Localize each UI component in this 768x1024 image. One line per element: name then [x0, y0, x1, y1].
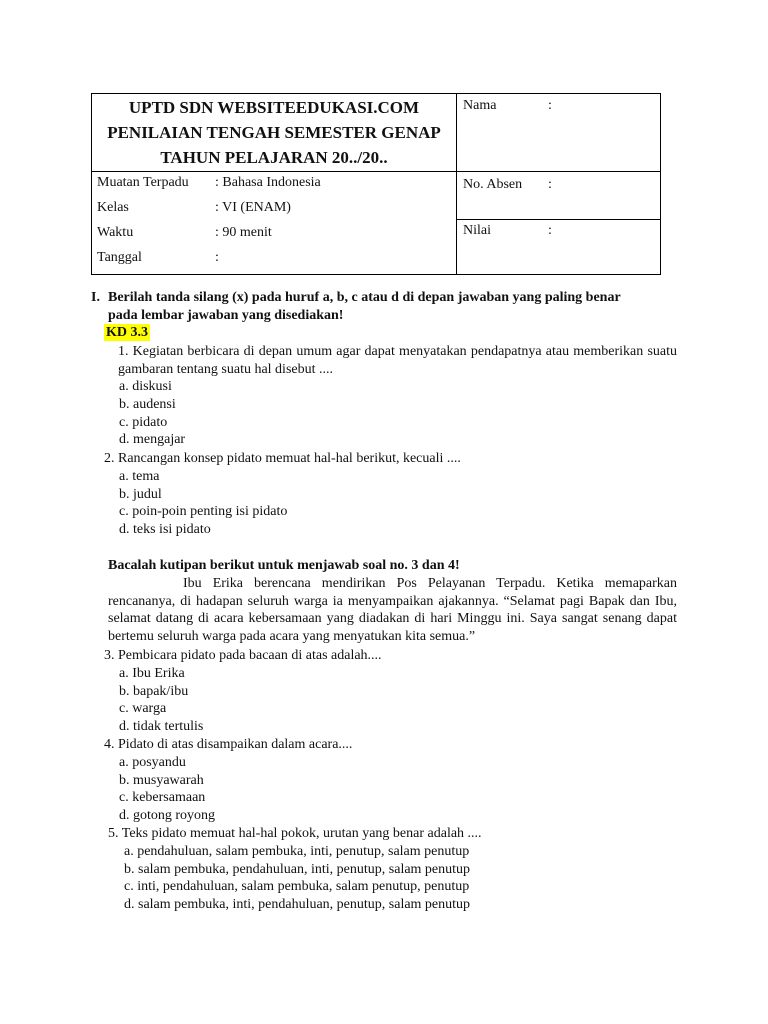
exam-title: [92, 94, 457, 172]
q5-option-d: d. salam pembuka, inti, pendahuluan, penutup, salam penutup: [124, 897, 471, 912]
question-3-text: 3. Pembicara pidato pada bacaan di atas adalah....: [104, 648, 382, 663]
school-name: UPTD SDN WEBSITEEDUKASI.COM: [128, 98, 420, 117]
q1-option-a: a. diskusi: [119, 379, 172, 394]
name-colon: :: [548, 98, 552, 113]
school-year: TAHUN PELAJARAN 20../20..: [160, 148, 388, 167]
subject-info: [92, 172, 457, 275]
time-label: Waktu: [97, 225, 134, 240]
question-1: [104, 343, 677, 378]
q1-option-b: b. audensi: [119, 397, 176, 412]
q4-option-b: b. musyawarah: [119, 773, 204, 788]
q3-option-a: a. Ibu Erika: [119, 666, 185, 681]
reading-passage: Ibu Erika berencana mendirikan Pos Pelayanan Terpadu. Ketika memaparkan rencananya, di hadapan seluruh warga ia menyampaikan ajakannya. “Selamat pagi Bapak dan Ibu, selamat datang di acara kebersamaan yang diadakan di hari Minggu ini. Saya sangat senang dapat bertemu seluruh warga pada acara yang menyatukan kita semua.”: [108, 576, 677, 644]
section-number: I.: [91, 290, 100, 305]
passage-title: Bacalah kutipan berikut untuk menjawab soal no. 3 dan 4!: [108, 558, 460, 573]
q5-option-b: b. salam pembuka, pendahuluan, inti, penutup, salam penutup: [124, 862, 471, 877]
question-1-text: 1. Kegiatan berbicara di depan umum agar dapat menyatakan pendapatnya atau memberikan suatu gambaran tentang suatu hal disebut ....: [118, 344, 677, 377]
q5-option-a: a. pendahuluan, salam pembuka, inti, penutup, salam penutup: [124, 844, 470, 859]
kd-highlight: KD 3.3: [106, 325, 148, 340]
date-label: Tanggal: [97, 250, 142, 265]
q4-option-c: c. kebersamaan: [119, 790, 206, 805]
absen-label: No. Absen: [463, 177, 523, 192]
name-label: Nama: [463, 98, 497, 113]
q2-option-d: d. teks isi pidato: [119, 522, 211, 537]
question-5-text: 5. Teks pidato memuat hal-hal pokok, urutan yang benar adalah ....: [108, 826, 482, 841]
absen-colon: :: [548, 177, 552, 192]
section-instruction: [91, 289, 681, 325]
class-value: : VI (ENAM): [215, 200, 291, 215]
q2-option-c: c. poin-poin penting isi pidato: [119, 504, 288, 519]
q2-option-a: a. tema: [119, 469, 160, 484]
exam-name: PENILAIAN TENGAH SEMESTER GENAP: [107, 123, 441, 142]
exam-header-table: [91, 93, 661, 275]
subject-value: : Bahasa Indonesia: [215, 175, 321, 190]
q3-option-d: d. tidak tertulis: [119, 719, 204, 734]
absen-score-cell: [457, 172, 661, 275]
q4-option-a: a. posyandu: [119, 755, 186, 770]
score-colon: :: [548, 223, 552, 238]
time-value: : 90 menit: [215, 225, 272, 240]
question-2-text: 2. Rancangan konsep pidato memuat hal-hal berikut, kecuali ....: [104, 451, 461, 466]
name-cell: [457, 94, 661, 172]
class-label: Kelas: [97, 200, 129, 215]
instruction-line2: pada lembar jawaban yang disediakan!: [108, 308, 344, 323]
instruction-line1: Berilah tanda silang (x) pada huruf a, b, c atau d di depan jawaban yang paling benar: [108, 290, 621, 305]
q1-option-d: d. mengajar: [119, 432, 186, 447]
q3-option-c: c. warga: [119, 701, 167, 716]
q3-option-b: b. bapak/ibu: [119, 684, 189, 699]
q4-option-d: d. gotong royong: [119, 808, 216, 823]
q5-option-c: c. inti, pendahuluan, salam pembuka, salam penutup, penutup: [124, 879, 470, 894]
q2-option-b: b. judul: [119, 487, 162, 502]
question-4-text: 4. Pidato di atas disampaikan dalam acara....: [104, 737, 353, 752]
date-value: :: [215, 250, 219, 265]
score-label: Nilai: [463, 223, 491, 238]
subject-label: Muatan Terpadu: [97, 175, 189, 190]
q1-option-c: c. pidato: [119, 415, 168, 430]
